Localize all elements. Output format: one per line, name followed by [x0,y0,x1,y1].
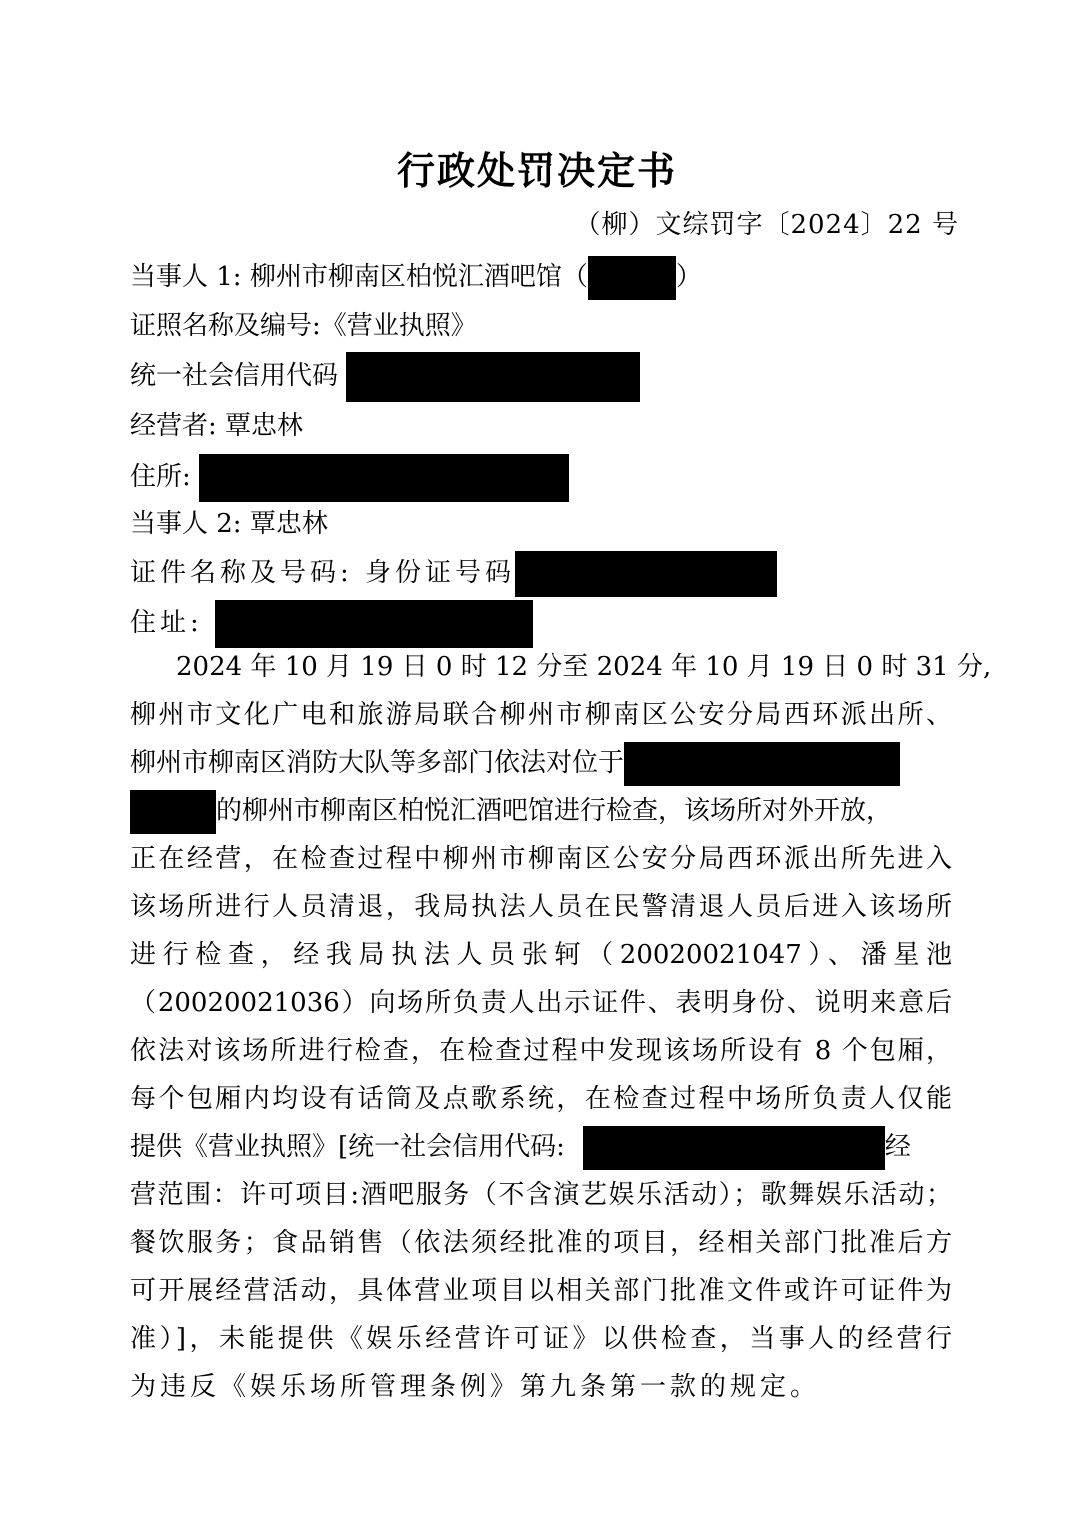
residence-line [130,454,569,502]
redaction-block [215,600,533,648]
body-line-6: 该场所进行人员清退，我局执法人员在民警清退人员后进入该场所 [130,892,952,922]
body-line-11-text: 提供《营业执照》[统一社会信用代码: [130,1132,565,1162]
body-line-14: 可开展经营活动，具体营业项目以相关部门批准文件或许可证件为 [130,1276,952,1306]
party1-name-suffix: ） [675,262,702,292]
redaction-block [583,1126,885,1170]
license-value: 《营业执照》 [320,311,477,341]
body-line-10: 每个包厢内均设有话筒及点歌系统，在检查过程中场所负责人仅能 [130,1084,952,1114]
body-line-11 [130,1123,952,1171]
body-line-15: 准）]，未能提供《娱乐经营许可证》以供检查，当事人的经营行 [130,1324,952,1354]
body-line-4 [130,787,952,835]
operator-line [130,408,303,444]
body-line-3 [130,739,952,787]
body-line-2: 柳州市文化广电和旅游局联合柳州市柳南区公安分局西环派出所、 [130,700,952,730]
body-line-7: 进行检查，经我局执法人员张轲（20020021047）、潘星池 [130,940,952,970]
redaction-block [588,256,676,300]
license-label: 证照名称及编号: [130,311,321,341]
document-title: 行政处罚决定书 [396,148,677,193]
party1-name-prefix: 柳州市柳南区柏悦汇酒吧馆（ [249,262,588,292]
credit-code-label: 统一社会信用代码 [130,361,339,391]
body-line-9: 依法对该场所进行检查，在检查过程中发现该场所设有 8 个包厢， [130,1036,952,1066]
body-line-11-tail: 经 [884,1132,911,1162]
residence-label: 住所: [130,462,191,492]
license-line [130,308,477,344]
party2-label: 当事人 2: [130,509,242,539]
redaction-block [515,551,777,597]
id-doc-line [130,551,777,597]
id-doc-label: 证件名称及号码: [130,558,353,588]
body-line-1: 2024 年 10 月 19 日 0 时 12 分至 2024 年 10 月 19 日 0 时 31 分, [176,652,992,682]
body-line-5: 正在经营，在检查过程中柳州市柳南区公安分局西环派出所先进入 [130,844,952,874]
operator-label: 经营者: [130,411,217,441]
redaction-block [199,454,569,502]
credit-code-line [130,352,640,402]
redaction-block [130,790,216,834]
redaction-block [624,742,900,786]
body-line-13: 餐饮服务；食品销售（依法须经批准的项目，经相关部门批准后方 [130,1228,952,1258]
party1-label: 当事人 1: [130,262,242,292]
body-line-16: 为违反《娱乐场所管理条例》第九条第一款的规定。 [130,1372,821,1402]
body-line-12: 营范围：许可项目:酒吧服务（不含演艺娱乐活动）；歌舞娱乐活动； [130,1180,952,1210]
id-doc-value: 身份证号码 [365,558,516,588]
body-line-8: （20020021036）向场所负责人出示证件、表明身份、说明来意后 [130,988,952,1018]
document-number: （柳）文综罚字〔2024〕22 号 [574,210,959,240]
party1-line [130,256,702,300]
body-paragraph [130,643,992,1411]
party2-value: 覃忠林 [249,509,328,539]
body-line-3-text: 柳州市柳南区消防大队等多部门依法对位于 [130,748,625,778]
body-line-4-text: 的柳州市柳南区柏悦汇酒吧馆进行检查，该场所对外开放， [216,796,893,826]
party2-line [130,506,328,542]
redaction-block [346,352,640,402]
address-label: 住址: [130,608,203,638]
address-line [130,600,533,648]
operator-value: 覃忠林 [225,411,304,441]
